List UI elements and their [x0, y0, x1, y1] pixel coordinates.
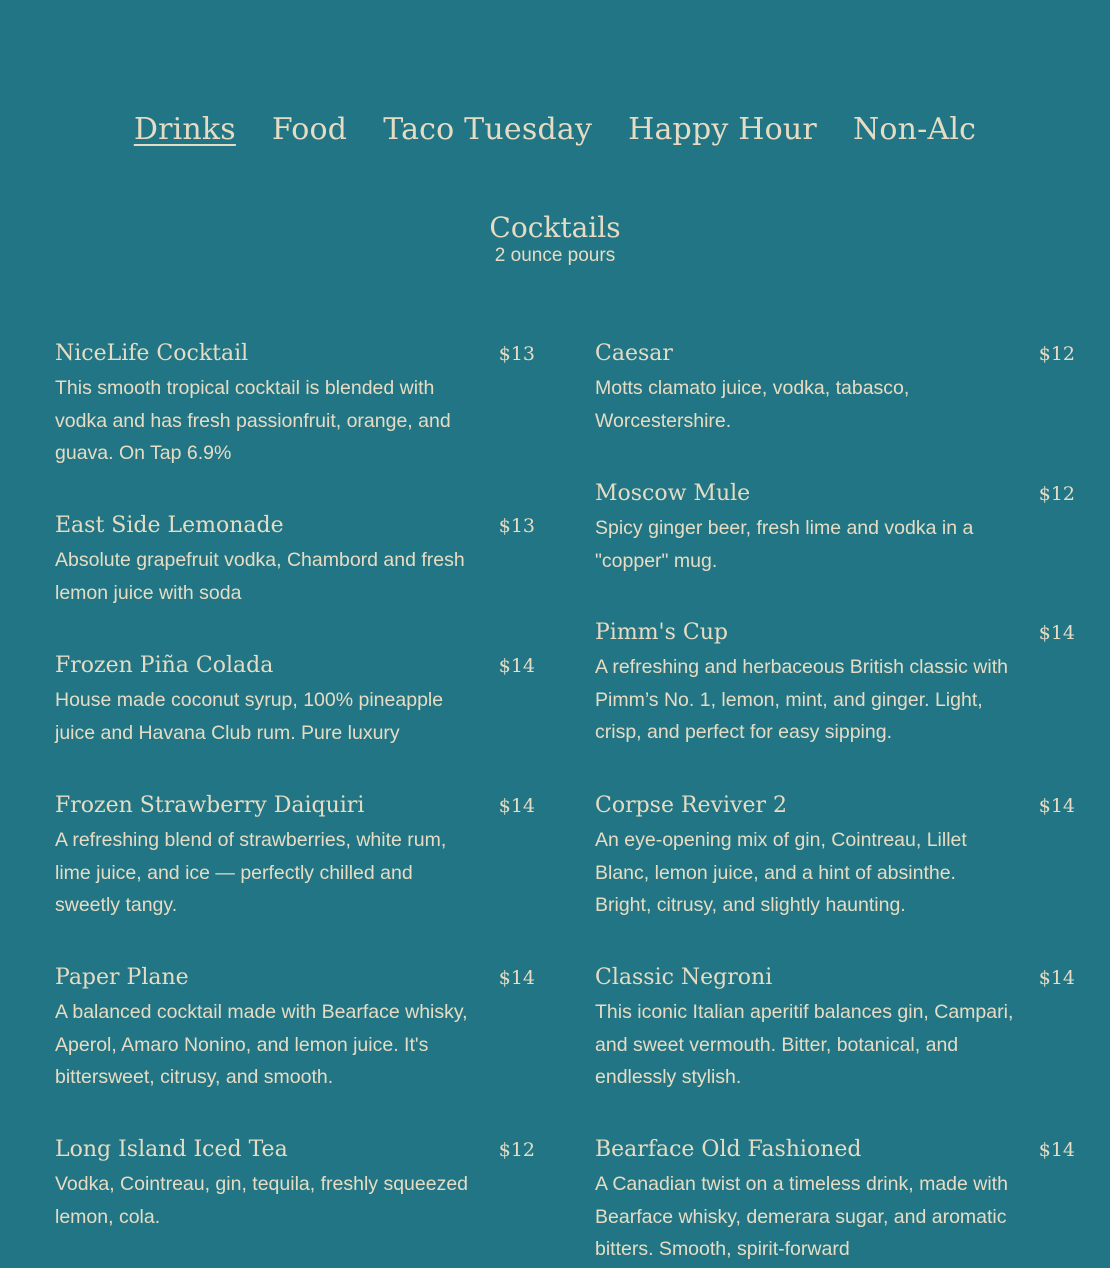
tab-food[interactable]: Food: [271, 112, 348, 147]
menu-tabs-nav: [0, 108, 1110, 152]
menu-item: [595, 617, 1075, 790]
item-name: Paper Plane: [55, 965, 189, 990]
item-name: East Side Lemonade: [55, 513, 284, 538]
item-description: Spicy ginger beer, fresh lime and vodka in a "copper" mug.: [595, 517, 974, 572]
menu-item: [595, 1134, 1075, 1264]
item-description: This smooth tropical cocktail is blended with vodka and has fresh passionfruit, orange, and guava. On Tap 6.9%: [55, 377, 451, 465]
item-name: Frozen Piña Colada: [55, 653, 274, 678]
item-description: An eye-opening mix of gin, Cointreau, Lillet Blanc, lemon juice, and a hint of absinthe. Bright, citrusy, and slightly haunting.: [595, 829, 967, 917]
tab-non-alc[interactable]: Non-Alc: [852, 112, 977, 147]
item-description: Vodka, Cointreau, gin, tequila, freshly squeezed lemon, cola.: [55, 1173, 469, 1228]
menu-item: [595, 962, 1075, 1134]
item-name: Classic Negroni: [595, 965, 773, 990]
menu-item: [595, 338, 1075, 478]
item-price: $12: [1038, 343, 1075, 365]
menu-item: [55, 1134, 535, 1254]
section-header: [0, 208, 1110, 270]
menu-item: [55, 650, 535, 790]
item-price: $14: [498, 795, 535, 817]
item-price: $12: [1038, 483, 1075, 505]
item-price: $14: [1038, 967, 1075, 989]
menu-item: [595, 478, 1075, 617]
item-description: A refreshing blend of strawberries, white rum, lime juice, and ice — perfectly chilled and sweetly tangy.: [55, 829, 447, 917]
section-subtitle: 2 ounce pours: [494, 245, 616, 266]
item-description: House made coconut syrup, 100% pineapple juice and Havana Club rum. Pure luxury: [55, 689, 444, 744]
tab-happy-hour[interactable]: Happy Hour: [628, 112, 817, 147]
tab-drinks[interactable]: Drinks: [133, 112, 236, 147]
item-name: Corpse Reviver 2: [595, 793, 787, 818]
item-price: $14: [1038, 1139, 1075, 1161]
item-name: Caesar: [595, 341, 673, 366]
item-description: Absolute grapefruit vodka, Chambord and fresh lemon juice with soda: [55, 549, 465, 604]
item-description: A refreshing and herbaceous British classic with Pimm’s No. 1, lemon, mint, and ginger. Light, crisp, and perfect for easy sipping.: [595, 656, 1008, 744]
item-price: $14: [1038, 795, 1075, 817]
menu-item: [595, 790, 1075, 962]
item-name: Bearface Old Fashioned: [595, 1137, 862, 1162]
item-name: Pimm's Cup: [595, 620, 728, 645]
menu-column-right: [595, 338, 1075, 1264]
item-description: This iconic Italian aperitif balances gin, Campari, and sweet vermouth. Bitter, botanical, and endlessly stylish.: [595, 1001, 1014, 1089]
tab-taco-tuesday[interactable]: Taco Tuesday: [383, 112, 593, 147]
item-price: $12: [498, 1139, 535, 1161]
menu-item: [55, 338, 535, 510]
item-description: A Canadian twist on a timeless drink, made with Bearface whisky, demerara sugar, and aromatic bitters. Smooth, spirit-forward: [595, 1173, 1008, 1261]
item-price: $14: [498, 967, 535, 989]
menu-item: [55, 962, 535, 1134]
item-price: $13: [498, 343, 535, 365]
item-name: Moscow Mule: [595, 481, 751, 506]
item-price: $14: [498, 655, 535, 677]
menu-column-left: [55, 338, 535, 1254]
item-price: $14: [1038, 622, 1075, 644]
item-price: $13: [498, 515, 535, 537]
item-name: Frozen Strawberry Daiquiri: [55, 793, 365, 818]
item-description: Motts clamato juice, vodka, tabasco, Worcestershire.: [595, 377, 910, 432]
menu-item: [55, 790, 535, 962]
item-name: NiceLife Cocktail: [55, 341, 249, 366]
section-title: Cocktails: [489, 211, 621, 244]
menu-item: [55, 510, 535, 650]
item-description: A balanced cocktail made with Bearface whisky, Aperol, Amaro Nonino, and lemon juice. It's bittersweet, citrusy, and smooth.: [55, 1001, 468, 1089]
item-name: Long Island Iced Tea: [55, 1137, 288, 1162]
